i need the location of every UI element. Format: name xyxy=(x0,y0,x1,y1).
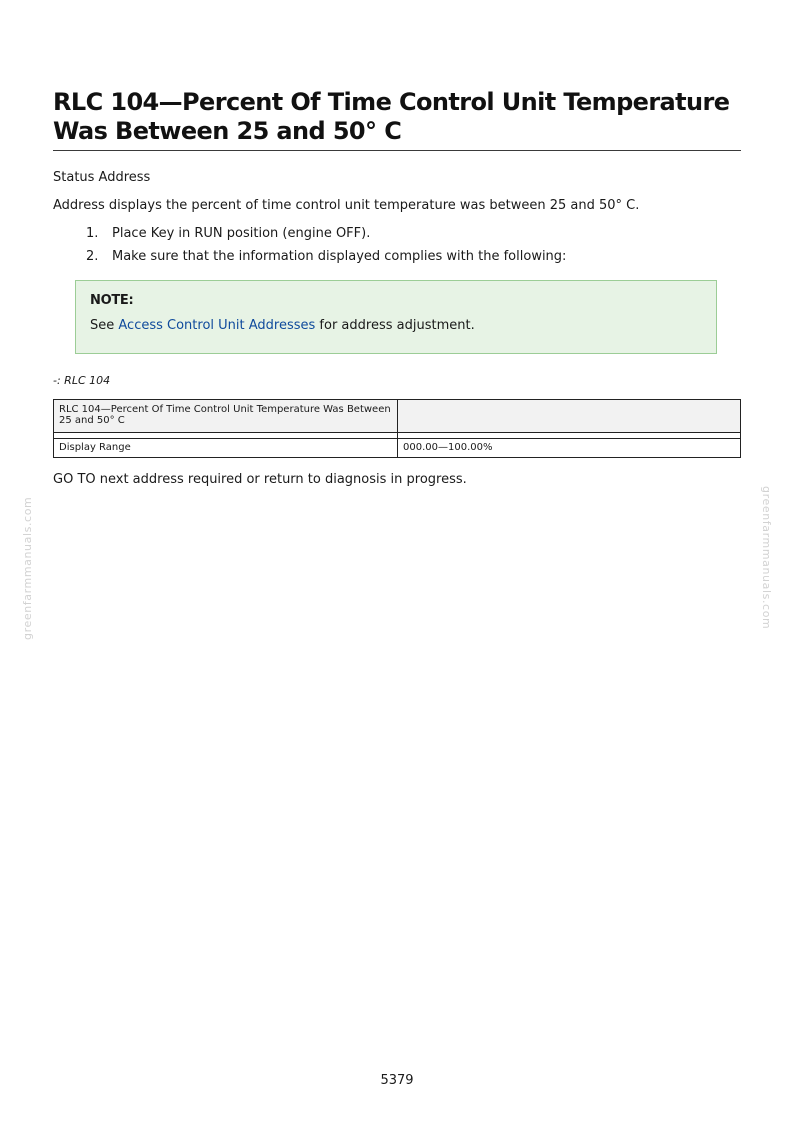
table-cell: 000.00—100.00% xyxy=(398,439,741,458)
step-item xyxy=(86,249,566,265)
spec-table xyxy=(53,399,741,458)
note-label: NOTE: xyxy=(90,293,134,308)
description-text: Address displays the percent of time control unit temperature was between 25 and 50° C. xyxy=(53,198,640,213)
step-text: Make sure that the information displayed complies with the following: xyxy=(112,249,567,264)
table-caption: -: RLC 104 xyxy=(53,374,111,387)
page-number: 5379 xyxy=(380,1073,414,1088)
table-header-cell: RLC 104—Percent Of Time Control Unit Temperature Was Between 25 and 50° C xyxy=(54,400,398,433)
table-header-cell xyxy=(398,400,741,433)
note-prefix: See xyxy=(90,318,119,333)
step-number: 2. xyxy=(86,249,99,264)
watermark-left: greenfarmmanuals.com xyxy=(21,496,34,640)
step-text: Place Key in RUN position (engine OFF). xyxy=(112,226,371,241)
step-item xyxy=(86,226,370,242)
page-title: RLC 104—Percent Of Time Control Unit Temperature Was Between 25 and 50° C xyxy=(53,88,730,145)
step-number: 1. xyxy=(86,226,99,241)
watermark-right: greenfarmmanuals.com xyxy=(760,486,773,630)
table-header-row xyxy=(54,400,741,433)
access-control-unit-addresses-link[interactable]: Access Control Unit Addresses xyxy=(118,318,316,333)
status-address-label: Status Address xyxy=(53,170,151,185)
title-divider xyxy=(53,150,741,151)
note-suffix: for address adjustment. xyxy=(315,318,475,333)
note-text xyxy=(90,318,475,333)
table-row xyxy=(54,439,741,458)
table-cell: Display Range xyxy=(54,439,398,458)
footer-instruction: GO TO next address required or return to diagnosis in progress. xyxy=(53,472,467,487)
note-box xyxy=(75,280,717,354)
